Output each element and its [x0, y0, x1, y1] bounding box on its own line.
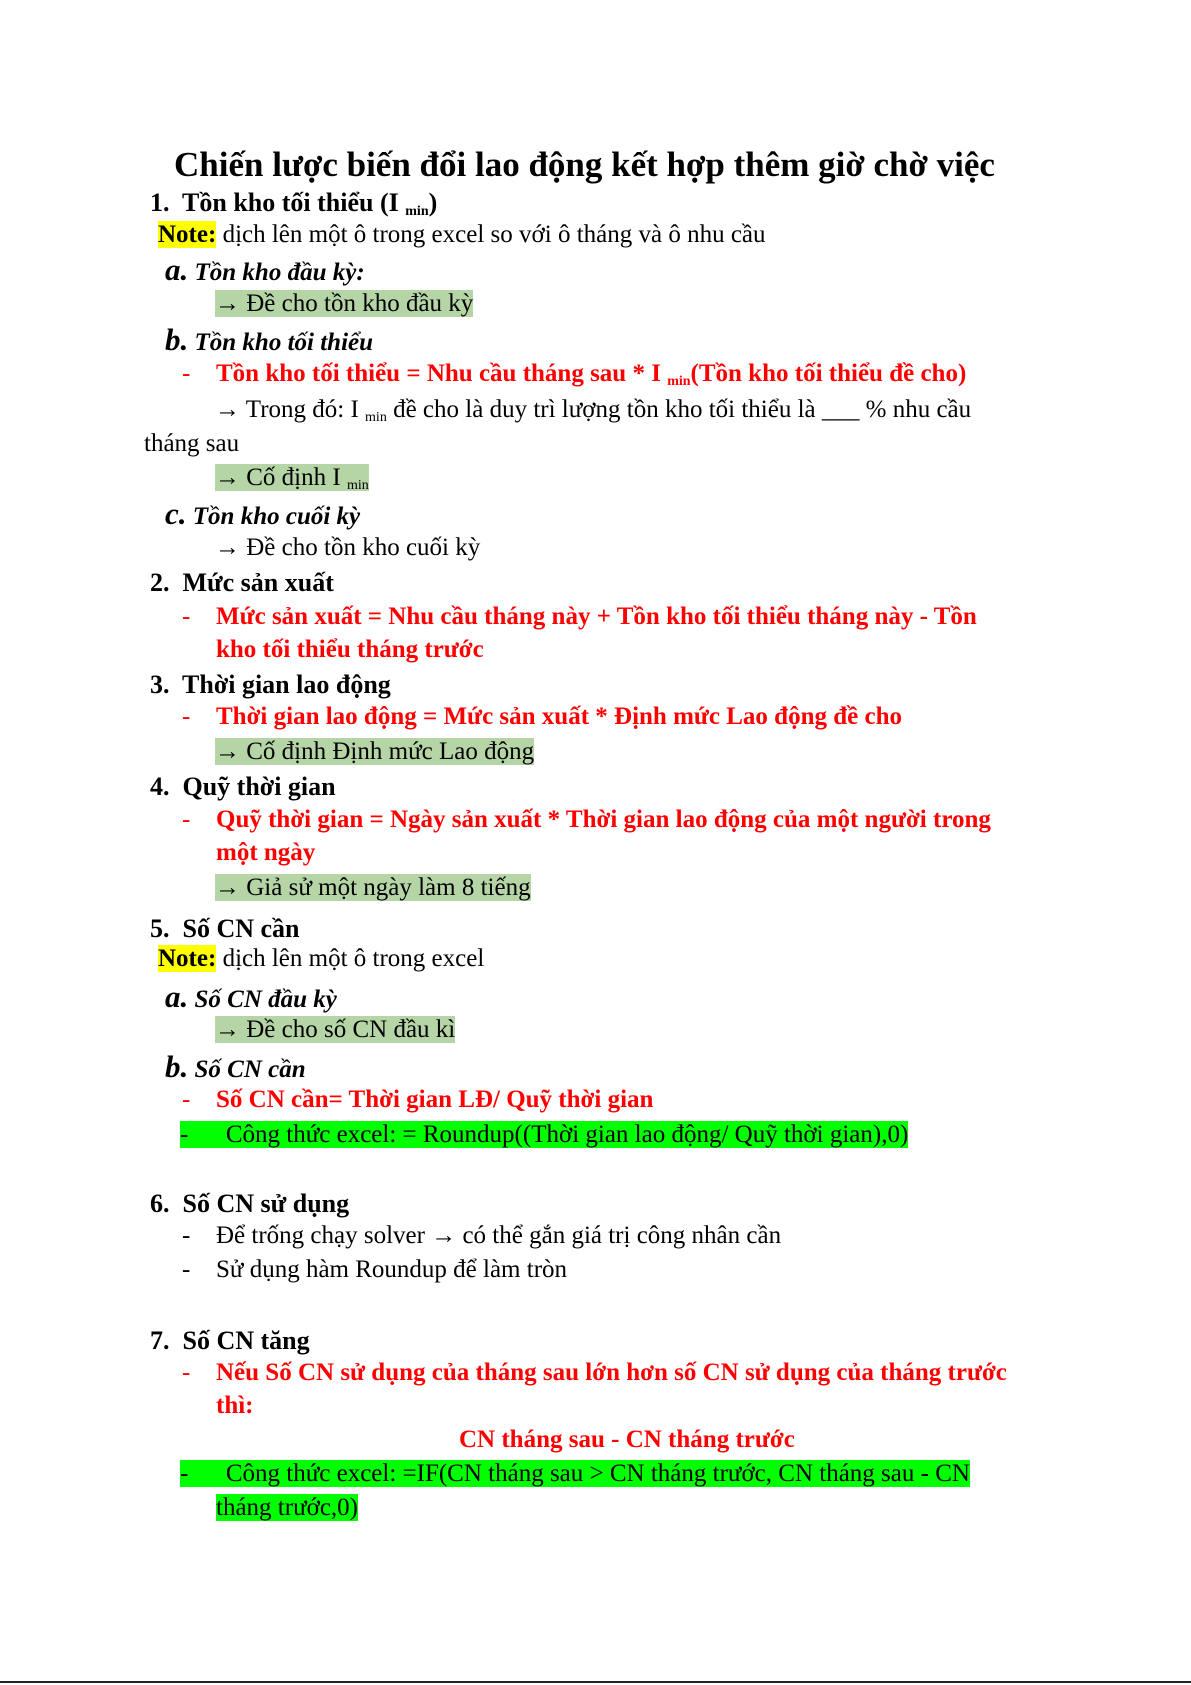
dash: -: [182, 703, 191, 730]
assume-line: [215, 871, 531, 905]
excel-formula-line-cont: [216, 1491, 358, 1525]
page-bottom-border: [0, 1681, 1191, 1683]
sub-a-text: [215, 1013, 455, 1047]
where-part-2: đề cho là duy trì lượng tồn kho tối thiểu là ___ % nhu cầu: [386, 396, 972, 423]
section-number: 3.: [150, 670, 170, 699]
fix-text: → Cố định I: [215, 464, 341, 491]
excel-formula-line: [180, 1118, 908, 1152]
section-number: 4.: [150, 772, 170, 801]
heading-text: Số CN cần: [182, 914, 300, 943]
highlight-text: → Giả sử một ngày làm 8 tiếng: [215, 874, 531, 901]
sub-a-heading: [165, 980, 337, 1017]
formula-part: Tồn kho tối thiểu = Nhu cầu tháng sau * I: [216, 360, 661, 387]
page-title: Chiến lược biến đổi lao động kết hợp thêm giờ chờ việc: [174, 145, 995, 184]
section-number: 2.: [150, 568, 170, 597]
sub-a-text: [215, 287, 473, 321]
dash: -: [182, 1086, 191, 1113]
note-line: [158, 218, 766, 252]
sub-c-heading: [165, 497, 360, 534]
heading-text: Tồn kho tối thiểu (I: [182, 188, 399, 217]
condition-text: Nếu Số CN sử dụng của tháng sau lớn hơn số CN sử dụng của tháng trước: [216, 1359, 1007, 1386]
dash: -: [182, 360, 191, 387]
section-7-heading: [150, 1324, 310, 1358]
where-line-cont: tháng sau: [144, 430, 240, 457]
heading-text: Mức sản xuất: [182, 568, 334, 597]
dash: -: [180, 1460, 189, 1487]
condition-line-cont: thì:: [216, 1392, 254, 1419]
highlight-text: → Cố định Định mức Lao động: [215, 738, 535, 765]
excel-text: Công thức excel: = Roundup((Thời gian lao động/ Quỹ thời gian),0): [225, 1121, 909, 1148]
letter: c.: [165, 496, 187, 531]
sub-b-heading: [165, 323, 373, 360]
section-number: 1.: [150, 188, 170, 217]
subscript: min: [667, 374, 691, 389]
subscript: min: [346, 478, 369, 493]
sub-heading: Tồn kho đầu kỳ:: [194, 259, 365, 286]
dash: -: [182, 603, 191, 630]
excel-text: Công thức excel: =IF(CN tháng sau > CN tháng trước, CN tháng sau - CN: [225, 1460, 970, 1487]
note-text: dịch lên một ô trong excel so với ô tháng và ô nhu cầu: [216, 221, 766, 248]
formula-line-cont: một ngày: [216, 839, 316, 866]
section-number: 5.: [150, 914, 170, 943]
formula-end: (Tồn kho tối thiểu đề cho): [690, 360, 967, 387]
letter: a.: [165, 979, 189, 1014]
where-line: [215, 393, 971, 435]
section-number: 7.: [150, 1326, 170, 1355]
highlight-text: [180, 1121, 908, 1148]
note-label: Note:: [158, 945, 217, 972]
heading-end: ): [428, 188, 438, 217]
letter: b.: [165, 322, 189, 357]
formula-text: Mức sản xuất = Nhu cầu tháng này + Tồn kho tối thiểu tháng này - Tồn: [216, 603, 977, 630]
highlight-text: [180, 1460, 970, 1487]
sub-heading: Số CN cần: [194, 1056, 306, 1083]
subscript: min: [365, 410, 387, 425]
heading-text: Số CN sử dụng: [182, 1189, 350, 1218]
section-3-heading: [150, 668, 391, 702]
letter: b.: [165, 1049, 189, 1084]
dash: -: [182, 1222, 191, 1249]
excel-formula-line: [180, 1457, 970, 1491]
sub-heading: Tồn kho tối thiểu: [194, 329, 374, 356]
formula-text: Số CN cần= Thời gian LĐ/ Quỹ thời gian: [216, 1086, 654, 1113]
formula-line-cont: kho tối thiểu tháng trước: [216, 636, 484, 663]
formula-text: Quỹ thời gian = Ngày sản xuất * Thời gian lao động của một người trong: [216, 806, 991, 833]
section-6-heading: [150, 1187, 349, 1221]
heading-text: Quỹ thời gian: [182, 772, 336, 801]
where-part: → Trong đó: I: [215, 396, 359, 423]
subscript: min: [405, 204, 429, 219]
letter: a.: [165, 252, 189, 287]
dash: -: [182, 806, 191, 833]
fix-line: [215, 735, 534, 769]
highlight-text: [215, 464, 369, 491]
formula-text: Thời gian lao động = Mức sản xuất * Định mức Lao động đề cho: [216, 703, 902, 730]
note-line: [158, 942, 484, 976]
sub-heading: Số CN đầu kỳ: [194, 986, 337, 1013]
section-number: 6.: [150, 1189, 170, 1218]
result-line: CN tháng sau - CN tháng trước: [459, 1426, 795, 1453]
dash: -: [180, 1121, 189, 1148]
section-2-heading: [150, 566, 334, 600]
highlight-text: tháng trước,0): [216, 1494, 359, 1521]
note-label: Note:: [158, 221, 217, 248]
sub-b-heading: [165, 1050, 306, 1087]
item-text: Sử dụng hàm Roundup để làm tròn: [216, 1256, 568, 1283]
highlight-text: → Đề cho số CN đầu kì: [215, 1016, 456, 1043]
item-text: Để trống chạy solver → có thể gắn giá trị công nhân cần: [216, 1222, 782, 1249]
sub-heading: Tồn kho cuối kỳ: [192, 503, 361, 530]
highlight-text: → Đề cho tồn kho đầu kỳ: [215, 290, 474, 317]
heading-text: Thời gian lao động: [182, 670, 391, 699]
sub-a-heading: [165, 253, 365, 290]
section-4-heading: [150, 770, 336, 804]
sub-c-text: → Đề cho tồn kho cuối kỳ: [215, 534, 481, 561]
note-text: dịch lên một ô trong excel: [216, 945, 485, 972]
section-5-heading: [150, 912, 300, 946]
dash: -: [182, 1256, 191, 1283]
heading-text: Số CN tăng: [182, 1326, 310, 1355]
dash: -: [182, 1359, 191, 1386]
